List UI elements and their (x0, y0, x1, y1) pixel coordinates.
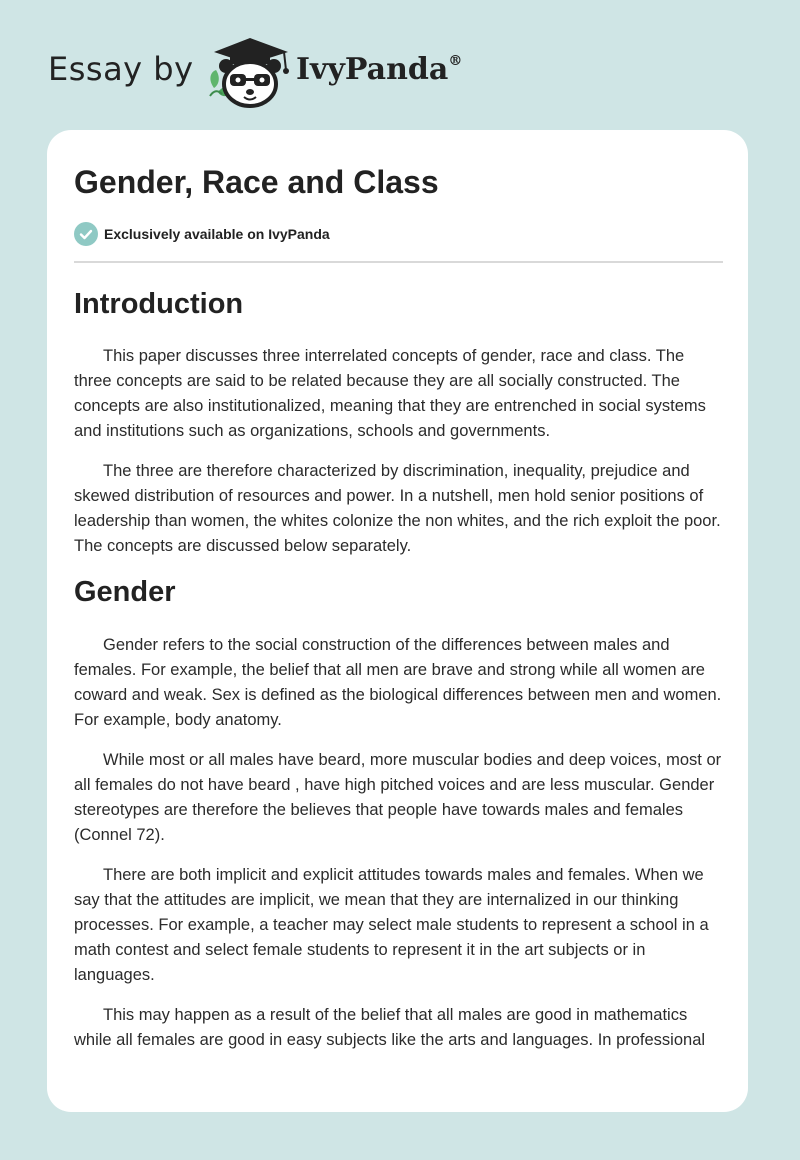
registered-mark: ® (448, 53, 463, 69)
paragraph: There are both implicit and explicit attitudes towards males and females. When we say that the attitudes are implicit, we mean that they are internalized in our thinking processes. For example, a teacher may select male students to represent a school in a math contest and select female students to represent it in the art subjects or in languages. (74, 866, 709, 984)
paragraph: The three are therefore characterized by discrimination, inequality, prejudice and skewed distribution of resources and power. In a nutshell, men hold senior positions of leadership than women, the whites colonize the non whites, and the rich exploit the poor. The concepts are discussed below separately. (74, 462, 721, 555)
badge-text: Exclusively available on IvyPanda (104, 226, 330, 242)
site-header (0, 0, 800, 130)
check-circle-icon (74, 222, 98, 246)
brand-name[interactable] (296, 52, 462, 87)
panda-logo-icon[interactable] (200, 36, 296, 110)
brand-prefix: Essay by (48, 50, 194, 88)
section-heading-introduction: Introduction (74, 288, 244, 320)
title-divider (74, 261, 723, 263)
page-title: Gender, Race and Class (74, 164, 439, 200)
paragraph: This paper discusses three interrelated concepts of gender, race and class. The three concepts are said to be related because they are all socially constructed. The concepts are also institutionalized, meaning that they are entrenched in social systems and institutions such as organizations, schools and governments. (74, 347, 706, 440)
section-heading-gender: Gender (74, 576, 176, 608)
paragraph: Gender refers to the social construction of the differences between males and females. For example, the belief that all men are brave and strong while all women are coward and weak. Sex is defined as the biological differences between men and women. For example, body anatomy. (74, 636, 722, 729)
paragraph: This may happen as a result of the belief that all males are good in mathematics while all females are good in easy subjects like the arts and languages. In professional (74, 1006, 706, 1049)
essay-card (47, 130, 748, 1112)
essay-body (74, 282, 723, 1068)
exclusive-badge (74, 222, 330, 246)
paragraph: While most or all males have beard, more muscular bodies and deep voices, most or all females do not have beard , have high pitched voices and are less muscular. Gender stereotypes are therefore the believes that people have towards males and females (Connel 72). (74, 751, 722, 844)
brand-name-text: IvyPanda (296, 52, 449, 87)
